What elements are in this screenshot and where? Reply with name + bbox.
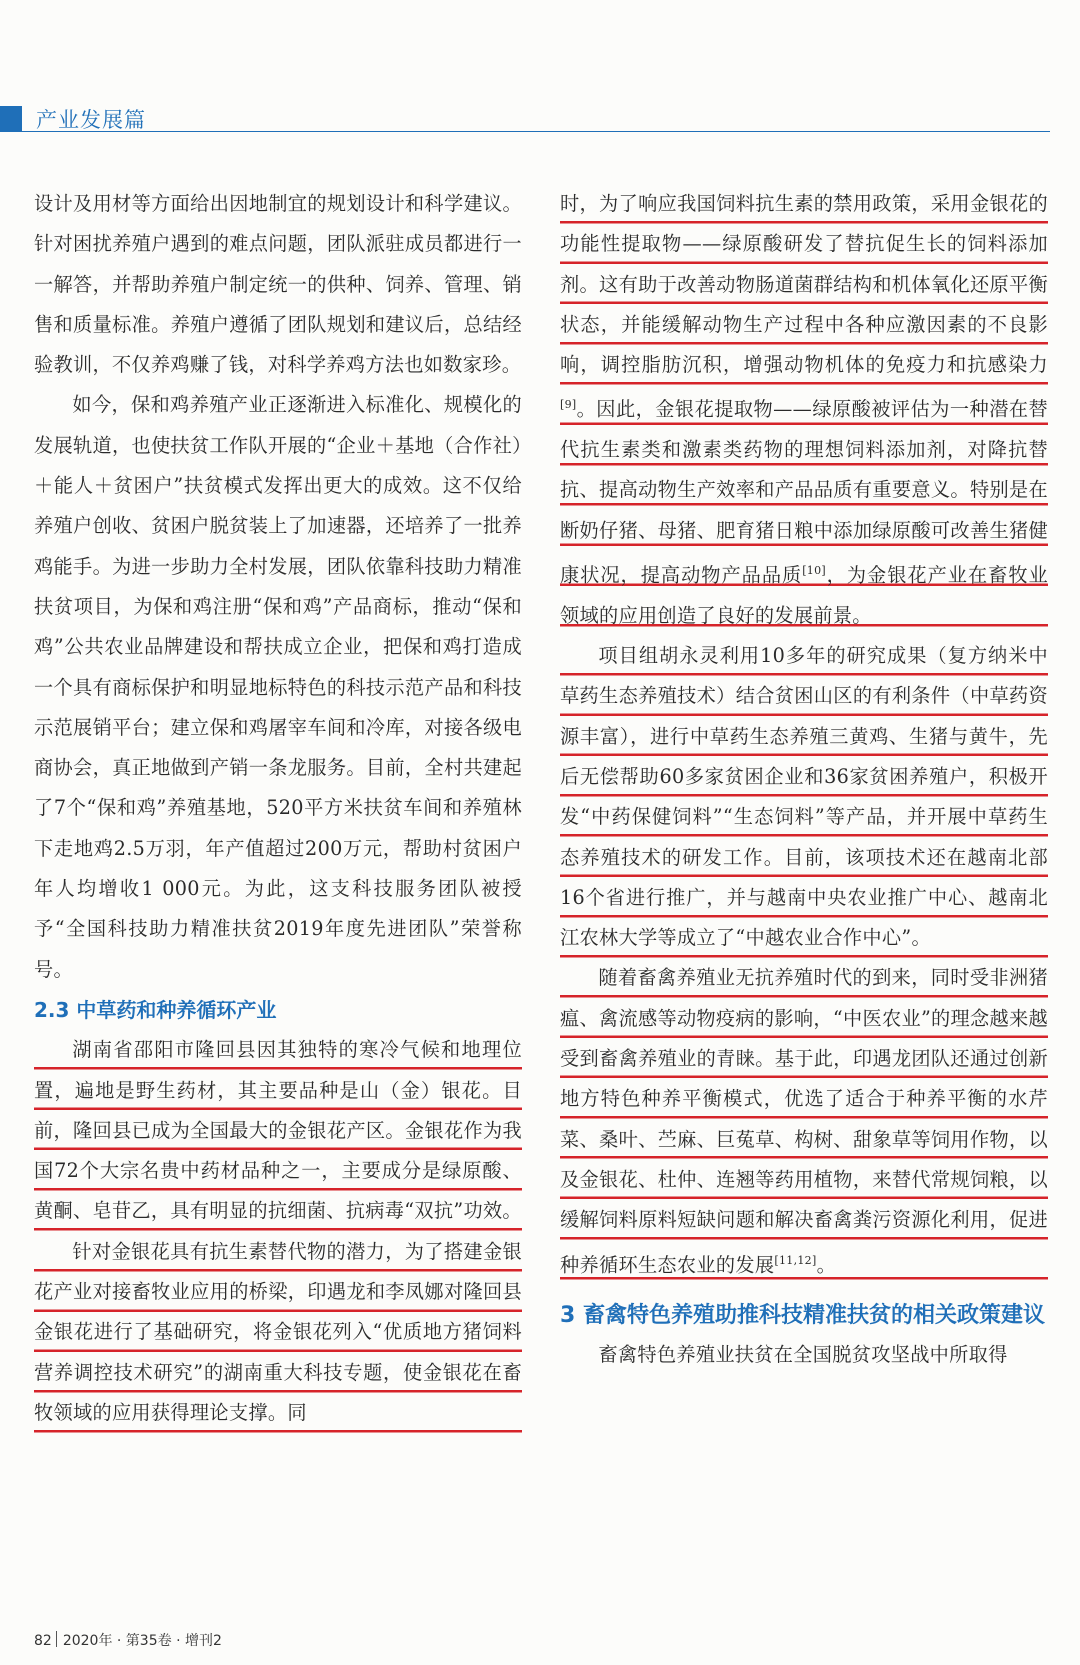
section-heading-text: 畜禽特色养殖助推科技精准扶贫的相关政策建议 xyxy=(582,1303,1045,1329)
left-column xyxy=(34,184,522,1433)
highlighted-paragraph: 针对金银花具有抗生素替代物的潜力，为了搭建金银花产业对接畜牧业应用的桥梁，印遇龙和李凤娜对隆回县金银花进行了基础研究，将金银花列入“优质地方猪饲料营养调控技术研究”的湖南重大科技专题，使金银花在畜牧领域的应用获得理论支撑。同 xyxy=(34,1232,522,1433)
journal-issue: 2020年 · 第35卷 · 增刊2 xyxy=(62,1633,222,1649)
right-column xyxy=(560,184,1048,1375)
highlighted-paragraph xyxy=(560,958,1048,1285)
paragraph: 畜禽特色养殖业扶贫在全国脱贫攻坚战中所取得 xyxy=(598,1343,1008,1367)
citation[interactable]: [10] xyxy=(802,564,826,578)
paragraph: 如今，保和鸡养殖产业正逐渐进入标准化、规模化的发展轨道，也使扶贫工作队开展的“企业＋基地（合作社）＋能人＋贫困户”扶贫模式发挥出更大的成效。这不仅给养殖户创收、贫困户脱贫装上了加速器，还培养了一批养鸡能手。为进一步助力全村发展，团队依靠科技助力精准扶贫项目，为保和鸡注册“保和鸡”产品商标，推动“保和鸡”公共农业品牌建设和帮扶成立企业，把保和鸡打造成一个具有商标保护和明显地标特色的科技示范产品和科技示范展销平台；建立保和鸡屠宰车间和冷库，对接各级电商协会，真正地做到产销一条龙服务。目前，全村共建起了7个“保和鸡”养殖基地，520平方米扶贫车间和养殖林下走地鸡2.5万羽，年产值超过200万元，帮助村贫困户年人均增收1 000元。为此，这支科技服务团队被授予“全国科技助力精准扶贫2019年度先进团队”荣誉称号。 xyxy=(34,393,522,981)
text-run: ，为金银花产业在畜牧业领域的应用创造了良好的发展前景。 xyxy=(560,563,1048,627)
text-run: 时，为了响应我国饲料抗生素的禁用政策，采用金银花的功能性提取物——绿原酸研发了替抗促生长的饲料添加剂。这有助于改善动物肠道菌群结构和机体氧化还原平衡状态，并能缓解动物生产过程中各种应激因素的不良影响，调控脂肪沉积，增强动物机体的免疫力和抗感染力 xyxy=(560,192,1048,377)
text-run: 随着畜禽养殖业无抗养殖时代的到来，同时受非洲猪瘟、禽流感等动物疫病的影响，“中医农业”的理念越来越受到畜禽养殖业的青睐。基于此，印遇龙团队还通过创新地方特色种养平衡模式，优选了适合于种养平衡的水芹菜、桑叶、苎麻、巨菟草、构树、甜象草等饲用作物，以及金银花、杜仲、连翘等药用植物，来替代常规饲粮，以缓解饲料原料短缺问题和解决畜禽粪污资源化利用，促进种养循环生态农业的发展 xyxy=(560,966,1048,1276)
citation[interactable]: [11,12] xyxy=(774,1253,817,1267)
page-number: 82 xyxy=(34,1633,52,1649)
header-divider xyxy=(22,131,1050,132)
section-title: 产业发展篇 xyxy=(36,108,146,132)
text-run: 。 xyxy=(816,1252,837,1276)
section-heading xyxy=(560,1297,1048,1335)
page-footer xyxy=(34,1630,222,1650)
section-marker xyxy=(0,106,22,132)
highlighted-paragraph xyxy=(560,184,1048,636)
highlighted-paragraph: 湖南省邵阳市隆回县因其独特的寒冷气候和地理位置，遍地是野生药材，其主要品种是山（金）银花。目前，隆回县已成为全国最大的金银花产区。金银花作为我国72个大宗名贵中药材品种之一，主要成分是绿原酸、黄酮、皂苷乙，具有明显的抗细菌、抗病毒“双抗”功效。 xyxy=(34,1030,522,1231)
highlighted-paragraph: 项目组胡永灵利用10多年的研究成果（复方纳米中草药生态养殖技术）结合贫困山区的有利条件（中草药资源丰富），进行中草药生态养殖三黄鸡、生猪与黄牛，先后无偿帮助60多家贫困企业和36家贫困养殖户，积极开发“中药保健饲料”“生态饲料”等产品，并开展中草药生态养殖技术的研发工作。目前，该项技术还在越南北部16个省进行推广，并与越南中央农业推广中心、越南北江农林大学等成立了“中越农业合作中心”。 xyxy=(560,636,1048,958)
footer-divider xyxy=(56,1631,57,1647)
citation[interactable]: [9] xyxy=(560,398,577,412)
paragraph: 设计及用材等方面给出因地制宜的规划设计和科学建议。针对困扰养殖户遇到的难点问题，团队派驻成员都进行一一解答，并帮助养殖户制定统一的供种、饲养、管理、销售和质量标准。养殖户遵循了团队规划和建议后，总结经验教训，不仅养鸡赚了钱，对科学养鸡方法也如数家珍。 xyxy=(34,192,522,377)
section-heading: 2.3 中草药和种养循环产业 xyxy=(34,997,277,1022)
section-number: 3 xyxy=(560,1303,576,1329)
text-run: 。因此，金银花提取物——绿原酸被评估为一种潜在替代抗生素类和激素类药物的理想饲料添加剂，对降抗替抗、提高动物生产效率和产品品质有重要意义。特别是在断奶仔猪、母猪、肥育猪日粮中添加绿原酸可改善生猪健康状况，提高动物产品品质 xyxy=(560,397,1048,587)
